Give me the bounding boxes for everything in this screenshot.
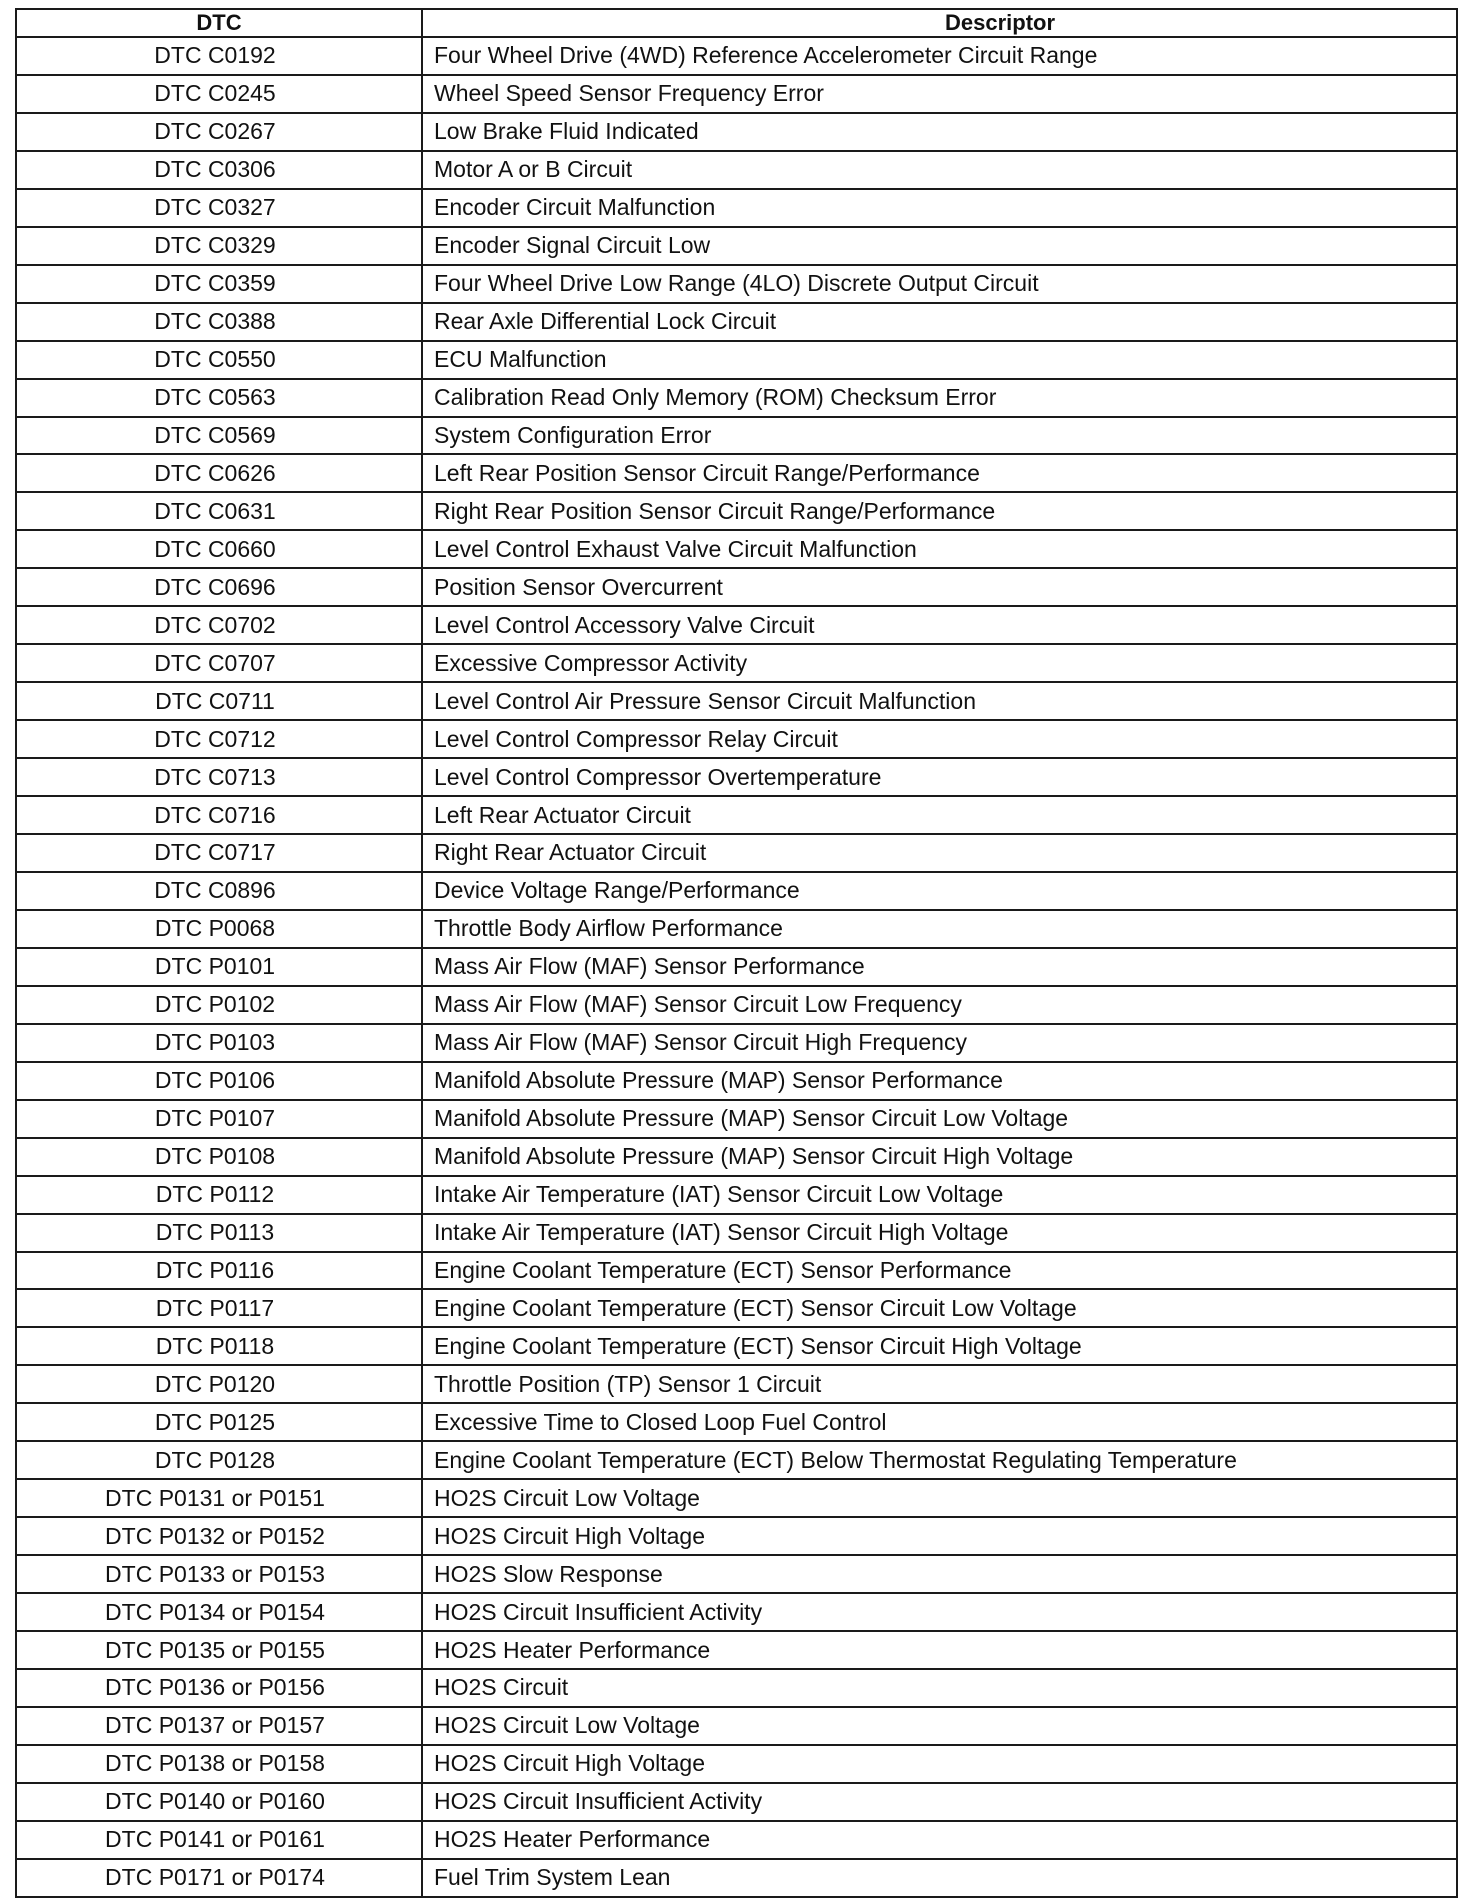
table-body xyxy=(16,37,1457,1897)
dtc-code-cell: DTC P0125 xyxy=(16,1403,422,1441)
descriptor-cell: Throttle Position (TP) Sensor 1 Circuit xyxy=(422,1365,1457,1403)
table-row xyxy=(16,530,1457,568)
dtc-code-cell: DTC C0359 xyxy=(16,265,422,303)
table-row xyxy=(16,1555,1457,1593)
descriptor-cell: Motor A or B Circuit xyxy=(422,151,1457,189)
dtc-code-cell: DTC P0131 or P0151 xyxy=(16,1479,422,1517)
table-row xyxy=(16,1024,1457,1062)
dtc-code-cell: DTC C0329 xyxy=(16,227,422,265)
dtc-code-cell: DTC C0707 xyxy=(16,644,422,682)
dtc-code-cell: DTC C0716 xyxy=(16,796,422,834)
table-row xyxy=(16,1479,1457,1517)
table-row xyxy=(16,1783,1457,1821)
dtc-code-cell: DTC C0702 xyxy=(16,606,422,644)
table-row xyxy=(16,568,1457,606)
descriptor-cell: Level Control Accessory Valve Circuit xyxy=(422,606,1457,644)
table-row xyxy=(16,1100,1457,1138)
descriptor-cell: Excessive Compressor Activity xyxy=(422,644,1457,682)
descriptor-cell: HO2S Heater Performance xyxy=(422,1821,1457,1859)
table-row xyxy=(16,1441,1457,1479)
dtc-code-cell: DTC C0569 xyxy=(16,417,422,455)
descriptor-cell: Throttle Body Airflow Performance xyxy=(422,910,1457,948)
descriptor-column-header: Descriptor xyxy=(422,9,1457,37)
dtc-code-cell: DTC P0118 xyxy=(16,1327,422,1365)
table-row xyxy=(16,1707,1457,1745)
table-row xyxy=(16,151,1457,189)
dtc-code-cell: DTC C0327 xyxy=(16,189,422,227)
descriptor-cell: Wheel Speed Sensor Frequency Error xyxy=(422,75,1457,113)
descriptor-cell: Four Wheel Drive (4WD) Reference Accelerometer Circuit Range xyxy=(422,37,1457,75)
dtc-code-cell: DTC P0117 xyxy=(16,1289,422,1327)
dtc-column-header: DTC xyxy=(16,9,422,37)
dtc-code-cell: DTC C0550 xyxy=(16,341,422,379)
table-row xyxy=(16,1289,1457,1327)
dtc-code-cell: DTC P0107 xyxy=(16,1100,422,1138)
dtc-code-cell: DTC P0138 or P0158 xyxy=(16,1745,422,1783)
descriptor-cell: Intake Air Temperature (IAT) Sensor Circuit Low Voltage xyxy=(422,1176,1457,1214)
table-row xyxy=(16,1745,1457,1783)
table-row xyxy=(16,1138,1457,1176)
dtc-code-cell: DTC P0120 xyxy=(16,1365,422,1403)
dtc-descriptor-document xyxy=(15,8,1458,1898)
table-row xyxy=(16,948,1457,986)
descriptor-cell: Engine Coolant Temperature (ECT) Sensor Performance xyxy=(422,1252,1457,1290)
descriptor-cell: HO2S Circuit xyxy=(422,1669,1457,1707)
descriptor-cell: ECU Malfunction xyxy=(422,341,1457,379)
descriptor-cell: System Configuration Error xyxy=(422,417,1457,455)
descriptor-cell: Manifold Absolute Pressure (MAP) Sensor Circuit Low Voltage xyxy=(422,1100,1457,1138)
dtc-code-cell: DTC P0134 or P0154 xyxy=(16,1593,422,1631)
descriptor-cell: Left Rear Position Sensor Circuit Range/Performance xyxy=(422,454,1457,492)
dtc-table xyxy=(15,8,1458,1898)
dtc-code-cell: DTC P0112 xyxy=(16,1176,422,1214)
dtc-code-cell: DTC P0116 xyxy=(16,1252,422,1290)
descriptor-cell: HO2S Circuit Insufficient Activity xyxy=(422,1783,1457,1821)
descriptor-cell: Position Sensor Overcurrent xyxy=(422,568,1457,606)
dtc-code-cell: DTC C0306 xyxy=(16,151,422,189)
table-row xyxy=(16,720,1457,758)
dtc-code-cell: DTC C0696 xyxy=(16,568,422,606)
descriptor-cell: Engine Coolant Temperature (ECT) Sensor Circuit Low Voltage xyxy=(422,1289,1457,1327)
table-row xyxy=(16,758,1457,796)
dtc-code-cell: DTC P0133 or P0153 xyxy=(16,1555,422,1593)
descriptor-cell: Left Rear Actuator Circuit xyxy=(422,796,1457,834)
descriptor-cell: Right Rear Actuator Circuit xyxy=(422,834,1457,872)
dtc-code-cell: DTC P0137 or P0157 xyxy=(16,1707,422,1745)
table-row xyxy=(16,1252,1457,1290)
dtc-code-cell: DTC C0563 xyxy=(16,379,422,417)
dtc-code-cell: DTC P0128 xyxy=(16,1441,422,1479)
dtc-code-cell: DTC P0108 xyxy=(16,1138,422,1176)
table-row xyxy=(16,644,1457,682)
table-row xyxy=(16,265,1457,303)
dtc-code-cell: DTC C0712 xyxy=(16,720,422,758)
dtc-code-cell: DTC C0717 xyxy=(16,834,422,872)
dtc-code-cell: DTC C0631 xyxy=(16,492,422,530)
descriptor-cell: Level Control Air Pressure Sensor Circuit Malfunction xyxy=(422,682,1457,720)
dtc-code-cell: DTC P0132 or P0152 xyxy=(16,1517,422,1555)
descriptor-cell: Manifold Absolute Pressure (MAP) Sensor Performance xyxy=(422,1062,1457,1100)
descriptor-cell: Level Control Compressor Overtemperature xyxy=(422,758,1457,796)
descriptor-cell: Calibration Read Only Memory (ROM) Checksum Error xyxy=(422,379,1457,417)
table-row xyxy=(16,37,1457,75)
dtc-code-cell: DTC P0102 xyxy=(16,986,422,1024)
table-row xyxy=(16,796,1457,834)
descriptor-cell: HO2S Circuit High Voltage xyxy=(422,1745,1457,1783)
table-row xyxy=(16,113,1457,151)
table-row xyxy=(16,910,1457,948)
dtc-code-cell: DTC P0141 or P0161 xyxy=(16,1821,422,1859)
descriptor-cell: Mass Air Flow (MAF) Sensor Circuit High Frequency xyxy=(422,1024,1457,1062)
table-row xyxy=(16,834,1457,872)
table-row xyxy=(16,1214,1457,1252)
table-row xyxy=(16,1517,1457,1555)
descriptor-cell: HO2S Slow Response xyxy=(422,1555,1457,1593)
table-row xyxy=(16,1365,1457,1403)
table-row xyxy=(16,492,1457,530)
dtc-code-cell: DTC C0660 xyxy=(16,530,422,568)
table-row xyxy=(16,1403,1457,1441)
descriptor-cell: HO2S Heater Performance xyxy=(422,1631,1457,1669)
table-row xyxy=(16,1062,1457,1100)
table-row xyxy=(16,341,1457,379)
dtc-code-cell: DTC P0135 or P0155 xyxy=(16,1631,422,1669)
descriptor-cell: HO2S Circuit Insufficient Activity xyxy=(422,1593,1457,1631)
descriptor-cell: Manifold Absolute Pressure (MAP) Sensor Circuit High Voltage xyxy=(422,1138,1457,1176)
descriptor-cell: HO2S Circuit Low Voltage xyxy=(422,1479,1457,1517)
dtc-code-cell: DTC P0106 xyxy=(16,1062,422,1100)
descriptor-cell: HO2S Circuit Low Voltage xyxy=(422,1707,1457,1745)
descriptor-cell: Encoder Circuit Malfunction xyxy=(422,189,1457,227)
dtc-code-cell: DTC C0388 xyxy=(16,303,422,341)
table-row xyxy=(16,872,1457,910)
table-row xyxy=(16,606,1457,644)
dtc-code-cell: DTC C0896 xyxy=(16,872,422,910)
table-row xyxy=(16,1327,1457,1365)
dtc-code-cell: DTC P0101 xyxy=(16,948,422,986)
dtc-code-cell: DTC P0113 xyxy=(16,1214,422,1252)
table-row xyxy=(16,986,1457,1024)
descriptor-cell: Device Voltage Range/Performance xyxy=(422,872,1457,910)
table-row xyxy=(16,1821,1457,1859)
descriptor-cell: Encoder Signal Circuit Low xyxy=(422,227,1457,265)
descriptor-cell: Mass Air Flow (MAF) Sensor Performance xyxy=(422,948,1457,986)
dtc-code-cell: DTC P0171 or P0174 xyxy=(16,1859,422,1897)
table-row xyxy=(16,1859,1457,1897)
table-row xyxy=(16,454,1457,492)
table-row xyxy=(16,417,1457,455)
dtc-code-cell: DTC C0626 xyxy=(16,454,422,492)
table-row xyxy=(16,227,1457,265)
descriptor-cell: Excessive Time to Closed Loop Fuel Control xyxy=(422,1403,1457,1441)
descriptor-cell: Engine Coolant Temperature (ECT) Below Thermostat Regulating Temperature xyxy=(422,1441,1457,1479)
dtc-code-cell: DTC P0136 or P0156 xyxy=(16,1669,422,1707)
descriptor-cell: Fuel Trim System Lean xyxy=(422,1859,1457,1897)
descriptor-cell: Engine Coolant Temperature (ECT) Sensor Circuit High Voltage xyxy=(422,1327,1457,1365)
table-row xyxy=(16,682,1457,720)
descriptor-cell: Low Brake Fluid Indicated xyxy=(422,113,1457,151)
dtc-code-cell: DTC P0103 xyxy=(16,1024,422,1062)
table-row xyxy=(16,1669,1457,1707)
dtc-code-cell: DTC C0192 xyxy=(16,37,422,75)
header-row xyxy=(16,9,1457,37)
table-row xyxy=(16,303,1457,341)
dtc-code-cell: DTC P0068 xyxy=(16,910,422,948)
descriptor-cell: Mass Air Flow (MAF) Sensor Circuit Low Frequency xyxy=(422,986,1457,1024)
descriptor-cell: Rear Axle Differential Lock Circuit xyxy=(422,303,1457,341)
dtc-code-cell: DTC C0711 xyxy=(16,682,422,720)
descriptor-cell: Right Rear Position Sensor Circuit Range/Performance xyxy=(422,492,1457,530)
descriptor-cell: Level Control Compressor Relay Circuit xyxy=(422,720,1457,758)
table-row xyxy=(16,189,1457,227)
descriptor-cell: Level Control Exhaust Valve Circuit Malfunction xyxy=(422,530,1457,568)
descriptor-cell: HO2S Circuit High Voltage xyxy=(422,1517,1457,1555)
dtc-code-cell: DTC C0713 xyxy=(16,758,422,796)
descriptor-cell: Intake Air Temperature (IAT) Sensor Circuit High Voltage xyxy=(422,1214,1457,1252)
table-row xyxy=(16,379,1457,417)
table-row xyxy=(16,1176,1457,1214)
table-row xyxy=(16,75,1457,113)
dtc-code-cell: DTC C0267 xyxy=(16,113,422,151)
dtc-code-cell: DTC P0140 or P0160 xyxy=(16,1783,422,1821)
table-row xyxy=(16,1631,1457,1669)
table-row xyxy=(16,1593,1457,1631)
dtc-code-cell: DTC C0245 xyxy=(16,75,422,113)
descriptor-cell: Four Wheel Drive Low Range (4LO) Discrete Output Circuit xyxy=(422,265,1457,303)
